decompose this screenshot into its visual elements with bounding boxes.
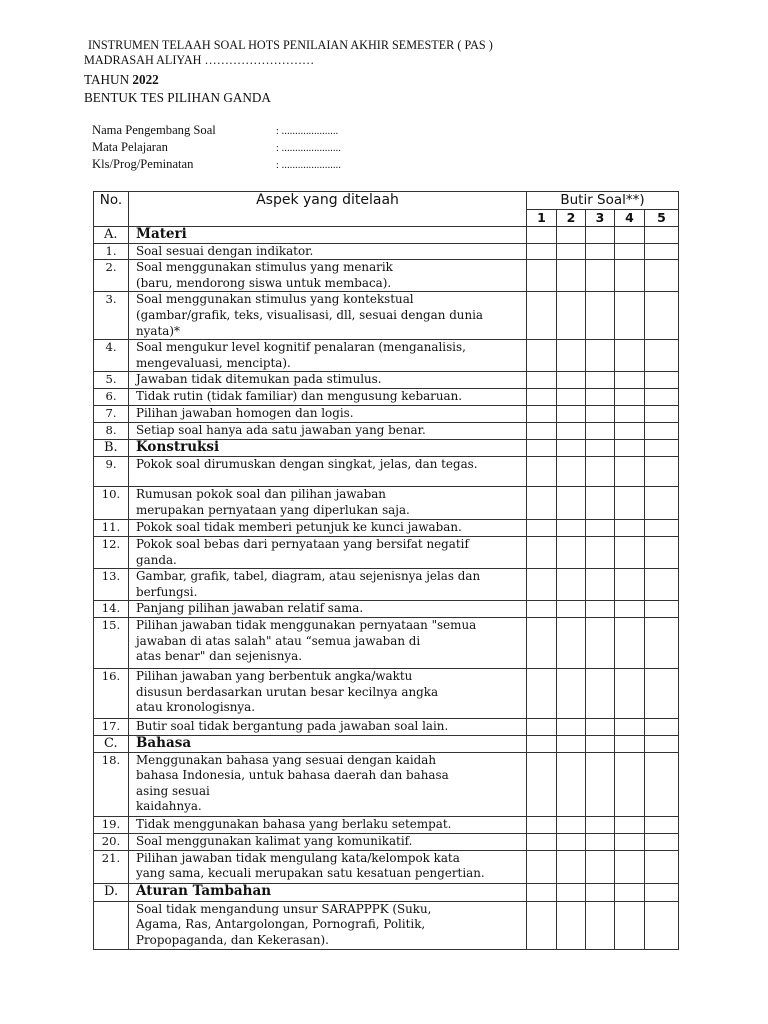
- butir-checkbox-cell[interactable]: [615, 850, 645, 883]
- section-row: [94, 735, 679, 752]
- criteria-row: [94, 569, 679, 601]
- section-letter: B.: [94, 440, 129, 457]
- butir-checkbox-cell[interactable]: [615, 833, 645, 850]
- butir-checkbox-cell[interactable]: [586, 536, 615, 568]
- criteria-text: Pilihan jawaban homogen dan logis.: [129, 406, 527, 423]
- butir-checkbox-cell[interactable]: [586, 243, 615, 260]
- butir-checkbox-cell[interactable]: [645, 372, 679, 389]
- criteria-text: Menggunakan bahasa yang sesuai dengan kaidah bahasa Indonesia, untuk bahasa daerah dan bahasa asing sesuai kaidahnya.: [129, 752, 527, 816]
- criteria-row: [94, 536, 679, 568]
- butir-checkbox-cell[interactable]: [586, 372, 615, 389]
- criteria-text: Tidak menggunakan bahasa yang berlaku setempat.: [129, 816, 527, 833]
- criteria-number: 9.: [94, 457, 129, 487]
- butir-checkbox-cell[interactable]: [615, 457, 645, 487]
- butir-checkbox-cell[interactable]: [557, 668, 586, 718]
- section-row: [94, 883, 679, 901]
- butir-checkbox-cell[interactable]: [527, 569, 557, 601]
- butir-checkbox-cell[interactable]: [645, 340, 679, 372]
- butir-checkbox-cell[interactable]: [527, 833, 557, 850]
- butir-checkbox-cell[interactable]: [527, 520, 557, 537]
- butir-checkbox-cell[interactable]: [645, 718, 679, 735]
- criteria-row: [94, 833, 679, 850]
- butir-checkbox-cell[interactable]: [527, 735, 557, 752]
- butir-checkbox-cell[interactable]: [615, 617, 645, 668]
- butir-checkbox-cell[interactable]: [586, 718, 615, 735]
- criteria-number: 4.: [94, 340, 129, 372]
- butir-checkbox-cell[interactable]: [645, 243, 679, 260]
- butir-checkbox-cell[interactable]: [557, 227, 586, 244]
- criteria-row: [94, 718, 679, 735]
- butir-checkbox-cell[interactable]: [645, 833, 679, 850]
- butir-checkbox-cell[interactable]: [527, 850, 557, 883]
- butir-checkbox-cell[interactable]: [615, 569, 645, 601]
- butir-checkbox-cell[interactable]: [615, 735, 645, 752]
- butir-checkbox-cell[interactable]: [645, 569, 679, 601]
- criteria-number: 8.: [94, 423, 129, 440]
- butir-checkbox-cell[interactable]: [586, 423, 615, 440]
- column-header-no: No.: [94, 192, 129, 227]
- butir-checkbox-cell[interactable]: [645, 883, 679, 901]
- butir-checkbox-cell[interactable]: [586, 569, 615, 601]
- butir-checkbox-cell[interactable]: [586, 668, 615, 718]
- criteria-text: Tidak rutin (tidak familiar) dan mengusung kebaruan.: [129, 389, 527, 406]
- butir-checkbox-cell[interactable]: [527, 389, 557, 406]
- criteria-row: [94, 340, 679, 372]
- butir-checkbox-cell[interactable]: [645, 260, 679, 292]
- butir-checkbox-cell[interactable]: [527, 816, 557, 833]
- criteria-row: [94, 487, 679, 520]
- butir-checkbox-cell[interactable]: [586, 260, 615, 292]
- butir-checkbox-cell[interactable]: [645, 487, 679, 520]
- butir-checkbox-cell[interactable]: [557, 816, 586, 833]
- butir-checkbox-cell[interactable]: [557, 569, 586, 601]
- criteria-number: 15.: [94, 617, 129, 668]
- header-madrasah: MADRASAH ALIYAH ………………………: [84, 53, 315, 67]
- review-table-body: [94, 227, 679, 950]
- criteria-text: Setiap soal hanya ada satu jawaban yang benar.: [129, 423, 527, 440]
- butir-checkbox-cell[interactable]: [557, 487, 586, 520]
- criteria-text: Soal menggunakan stimulus yang menarik (baru, mendorong siswa untuk membaca).: [129, 260, 527, 292]
- butir-checkbox-cell[interactable]: [586, 487, 615, 520]
- meta-row-developer: [92, 123, 338, 140]
- meta-row-subject: [92, 140, 341, 157]
- butir-checkbox-cell[interactable]: [527, 752, 557, 816]
- butir-checkbox-cell[interactable]: [586, 292, 615, 340]
- criteria-row: [94, 372, 679, 389]
- butir-checkbox-cell[interactable]: [527, 243, 557, 260]
- butir-checkbox-cell[interactable]: [615, 389, 645, 406]
- butir-checkbox-cell[interactable]: [586, 601, 615, 618]
- criteria-number: 18.: [94, 752, 129, 816]
- section-title: Aturan Tambahan: [136, 882, 272, 899]
- column-header-aspek: Aspek yang ditelaah: [129, 192, 527, 227]
- criteria-number: 21.: [94, 850, 129, 883]
- butir-checkbox-cell[interactable]: [586, 406, 615, 423]
- criteria-text: Panjang pilihan jawaban relatif sama.: [129, 601, 527, 618]
- butir-checkbox-cell[interactable]: [527, 718, 557, 735]
- butir-checkbox-cell[interactable]: [586, 735, 615, 752]
- butir-checkbox-cell[interactable]: [557, 883, 586, 901]
- butir-checkbox-cell[interactable]: [645, 850, 679, 883]
- butir-checkbox-cell[interactable]: [586, 883, 615, 901]
- butir-checkbox-cell[interactable]: [645, 440, 679, 457]
- section-title: Konstruksi: [136, 439, 220, 456]
- butir-checkbox-cell[interactable]: [527, 406, 557, 423]
- butir-checkbox-cell[interactable]: [645, 227, 679, 244]
- criteria-text: Soal mengukur level kognitif penalaran (menganalisis, mengevaluasi, mencipta).: [129, 340, 527, 372]
- criteria-row: [94, 816, 679, 833]
- criteria-number: [94, 901, 129, 949]
- header-title: INSTRUMEN TELAAH SOAL HOTS PENILAIAN AKHIR SEMESTER ( PAS ): [88, 38, 493, 52]
- meta-value: : .....................: [276, 126, 339, 137]
- criteria-row: [94, 260, 679, 292]
- butir-checkbox-cell[interactable]: [557, 601, 586, 618]
- butir-checkbox-cell[interactable]: [615, 752, 645, 816]
- butir-checkbox-cell[interactable]: [557, 901, 586, 949]
- butir-checkbox-cell[interactable]: [527, 372, 557, 389]
- criteria-text: Pokok soal tidak memberi petunjuk ke kunci jawaban.: [129, 520, 527, 537]
- butir-checkbox-cell[interactable]: [615, 520, 645, 537]
- butir-checkbox-cell[interactable]: [586, 340, 615, 372]
- criteria-number: 2.: [94, 260, 129, 292]
- butir-checkbox-cell[interactable]: [586, 389, 615, 406]
- criteria-number: 7.: [94, 406, 129, 423]
- butir-checkbox-cell[interactable]: [557, 243, 586, 260]
- butir-number: 2: [557, 210, 586, 227]
- criteria-number: 19.: [94, 816, 129, 833]
- criteria-number: 5.: [94, 372, 129, 389]
- butir-checkbox-cell[interactable]: [586, 816, 615, 833]
- criteria-text: Pilihan jawaban tidak mengulang kata/kelompok kata yang sama, kecuali merupakan satu kesatuan pengertian.: [129, 850, 527, 883]
- butir-checkbox-cell[interactable]: [645, 752, 679, 816]
- butir-checkbox-cell[interactable]: [527, 457, 557, 487]
- criteria-number: 12.: [94, 536, 129, 568]
- butir-checkbox-cell[interactable]: [645, 292, 679, 340]
- butir-checkbox-cell[interactable]: [615, 536, 645, 568]
- butir-checkbox-cell[interactable]: [645, 601, 679, 618]
- criteria-row: [94, 850, 679, 883]
- criteria-text: Pokok soal bebas dari pernyataan yang bersifat negatif ganda.: [129, 536, 527, 568]
- butir-checkbox-cell[interactable]: [615, 372, 645, 389]
- butir-checkbox-cell[interactable]: [527, 487, 557, 520]
- criteria-number: 20.: [94, 833, 129, 850]
- butir-checkbox-cell[interactable]: [615, 883, 645, 901]
- butir-checkbox-cell[interactable]: [557, 536, 586, 568]
- criteria-text: Pilihan jawaban tidak menggunakan pernyataan "semua jawaban di atas salah" atau “semua jawaban di atas benar" dan sejenisnya.: [129, 617, 527, 668]
- butir-checkbox-cell[interactable]: [557, 406, 586, 423]
- butir-checkbox-cell[interactable]: [586, 833, 615, 850]
- meta-value: : ......................: [276, 160, 342, 171]
- criteria-row: [94, 457, 679, 487]
- butir-checkbox-cell[interactable]: [527, 440, 557, 457]
- butir-checkbox-cell[interactable]: [557, 440, 586, 457]
- section-letter: C.: [94, 735, 129, 752]
- butir-number: 1: [527, 210, 557, 227]
- criteria-number: 10.: [94, 487, 129, 520]
- butir-checkbox-cell[interactable]: [527, 601, 557, 618]
- section-letter: D.: [94, 883, 129, 901]
- butir-checkbox-cell[interactable]: [645, 901, 679, 949]
- meta-label: Nama Pengembang Soal: [92, 123, 216, 137]
- criteria-row: [94, 292, 679, 340]
- butir-checkbox-cell[interactable]: [557, 260, 586, 292]
- butir-checkbox-cell[interactable]: [557, 372, 586, 389]
- criteria-number: 16.: [94, 668, 129, 718]
- section-title-cell: [129, 227, 527, 244]
- criteria-number: 11.: [94, 520, 129, 537]
- butir-checkbox-cell[interactable]: [615, 440, 645, 457]
- butir-checkbox-cell[interactable]: [586, 520, 615, 537]
- butir-checkbox-cell[interactable]: [615, 292, 645, 340]
- butir-checkbox-cell[interactable]: [557, 617, 586, 668]
- butir-checkbox-cell[interactable]: [557, 718, 586, 735]
- criteria-text: Soal sesuai dengan indikator.: [129, 243, 527, 260]
- butir-checkbox-cell[interactable]: [645, 536, 679, 568]
- document-header: [0, 0, 768, 110]
- meta-label: Mata Pelajaran: [92, 140, 168, 154]
- criteria-number: 13.: [94, 569, 129, 601]
- butir-checkbox-cell[interactable]: [615, 340, 645, 372]
- criteria-text: Butir soal tidak bergantung pada jawaban soal lain.: [129, 718, 527, 735]
- butir-checkbox-cell[interactable]: [557, 850, 586, 883]
- criteria-row: [94, 389, 679, 406]
- butir-checkbox-cell[interactable]: [645, 406, 679, 423]
- criteria-row: [94, 901, 679, 949]
- butir-checkbox-cell[interactable]: [615, 816, 645, 833]
- meta-value: : ......................: [276, 143, 342, 154]
- criteria-text: Gambar, grafik, tabel, diagram, atau sejenisnya jelas dan berfungsi.: [129, 569, 527, 601]
- butir-checkbox-cell[interactable]: [615, 487, 645, 520]
- criteria-row: [94, 668, 679, 718]
- butir-checkbox-cell[interactable]: [527, 617, 557, 668]
- section-title: Bahasa: [136, 734, 192, 751]
- section-row: [94, 227, 679, 244]
- criteria-text: Soal menggunakan kalimat yang komunikatif.: [129, 833, 527, 850]
- butir-checkbox-cell[interactable]: [645, 457, 679, 487]
- section-row: [94, 440, 679, 457]
- section-title-cell: [129, 883, 527, 901]
- butir-checkbox-cell[interactable]: [615, 227, 645, 244]
- butir-checkbox-cell[interactable]: [615, 243, 645, 260]
- criteria-row: [94, 617, 679, 668]
- criteria-number: 1.: [94, 243, 129, 260]
- butir-checkbox-cell[interactable]: [645, 816, 679, 833]
- butir-checkbox-cell[interactable]: [645, 668, 679, 718]
- butir-number: 5: [645, 210, 679, 227]
- criteria-row: [94, 243, 679, 260]
- butir-checkbox-cell[interactable]: [557, 292, 586, 340]
- meta-label: Kls/Prog/Peminatan: [92, 157, 194, 171]
- header-year-label: TAHUN: [84, 72, 133, 87]
- butir-checkbox-cell[interactable]: [527, 292, 557, 340]
- butir-checkbox-cell[interactable]: [645, 617, 679, 668]
- header-year-value: 2022: [132, 72, 159, 87]
- meta-row-class: [92, 157, 341, 174]
- butir-checkbox-cell[interactable]: [527, 423, 557, 440]
- butir-checkbox-cell[interactable]: [527, 260, 557, 292]
- criteria-row: [94, 406, 679, 423]
- butir-checkbox-cell[interactable]: [615, 601, 645, 618]
- header-year: [84, 72, 159, 88]
- criteria-row: [94, 423, 679, 440]
- butir-checkbox-cell[interactable]: [527, 227, 557, 244]
- butir-checkbox-cell[interactable]: [557, 423, 586, 440]
- butir-checkbox-cell[interactable]: [615, 406, 645, 423]
- criteria-text: Soal tidak mengandung unsur SARAPPPK (Suku, Agama, Ras, Antargolongan, Pornografi, Politik, Propopaganda, dan Kekerasan).: [129, 901, 527, 949]
- butir-checkbox-cell[interactable]: [645, 735, 679, 752]
- criteria-text: Rumusan pokok soal dan pilihan jawaban merupakan pernyataan yang diperlukan saja.: [129, 487, 527, 520]
- criteria-number: 17.: [94, 718, 129, 735]
- criteria-text: Pokok soal dirumuskan dengan singkat, jelas, dan tegas.: [129, 457, 527, 487]
- butir-checkbox-cell[interactable]: [615, 901, 645, 949]
- section-title-cell: [129, 735, 527, 752]
- butir-number: 4: [615, 210, 645, 227]
- butir-checkbox-cell[interactable]: [586, 901, 615, 949]
- butir-checkbox-cell[interactable]: [615, 668, 645, 718]
- criteria-row: [94, 601, 679, 618]
- section-letter: A.: [94, 227, 129, 244]
- section-title-cell: [129, 440, 527, 457]
- butir-checkbox-cell[interactable]: [615, 260, 645, 292]
- criteria-number: 6.: [94, 389, 129, 406]
- criteria-text: Pilihan jawaban yang berbentuk angka/waktu disusun berdasarkan urutan besar kecilnya angka atau kronologisnya.: [129, 668, 527, 718]
- criteria-row: [94, 752, 679, 816]
- butir-checkbox-cell[interactable]: [557, 833, 586, 850]
- criteria-number: 3.: [94, 292, 129, 340]
- butir-checkbox-cell[interactable]: [645, 520, 679, 537]
- butir-checkbox-cell[interactable]: [527, 340, 557, 372]
- section-title: Materi: [136, 226, 187, 242]
- butir-checkbox-cell[interactable]: [527, 536, 557, 568]
- butir-checkbox-cell[interactable]: [586, 850, 615, 883]
- butir-checkbox-cell[interactable]: [527, 901, 557, 949]
- butir-checkbox-cell[interactable]: [527, 668, 557, 718]
- butir-checkbox-cell[interactable]: [557, 457, 586, 487]
- criteria-row: [94, 520, 679, 537]
- criteria-text: Soal menggunakan stimulus yang kontekstual (gambar/grafik, teks, visualisasi, dll, sesuai dengan dunia nyata)*: [129, 292, 527, 340]
- butir-checkbox-cell[interactable]: [645, 389, 679, 406]
- butir-checkbox-cell[interactable]: [557, 389, 586, 406]
- identity-fields: [0, 118, 768, 178]
- butir-checkbox-cell[interactable]: [586, 457, 615, 487]
- butir-checkbox-cell[interactable]: [557, 752, 586, 816]
- butir-checkbox-cell[interactable]: [527, 883, 557, 901]
- butir-checkbox-cell[interactable]: [586, 227, 615, 244]
- butir-number: 3: [586, 210, 615, 227]
- header-test-form: BENTUK TES PILIHAN GANDA: [84, 90, 271, 105]
- butir-checkbox-cell[interactable]: [645, 423, 679, 440]
- butir-checkbox-cell[interactable]: [615, 423, 645, 440]
- butir-checkbox-cell[interactable]: [586, 752, 615, 816]
- butir-checkbox-cell[interactable]: [586, 440, 615, 457]
- butir-checkbox-cell[interactable]: [557, 340, 586, 372]
- butir-checkbox-cell[interactable]: [557, 735, 586, 752]
- review-table: [93, 191, 679, 950]
- criteria-number: 14.: [94, 601, 129, 618]
- butir-checkbox-cell[interactable]: [615, 718, 645, 735]
- butir-checkbox-cell[interactable]: [557, 520, 586, 537]
- butir-checkbox-cell[interactable]: [586, 617, 615, 668]
- column-header-butir: Butir Soal**): [527, 192, 679, 210]
- criteria-text: Jawaban tidak ditemukan pada stimulus.: [129, 372, 527, 389]
